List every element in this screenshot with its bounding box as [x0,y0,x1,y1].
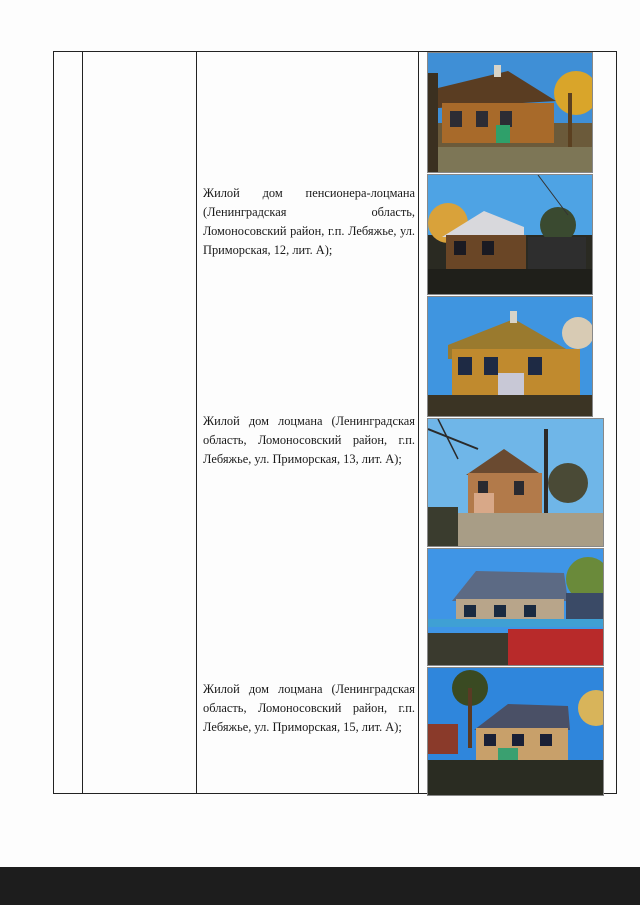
house-photo-2 [427,174,593,295]
column-divider-1 [82,52,83,793]
house-photo-5 [427,548,604,666]
scan-bottom-margin [0,867,640,905]
object-description-3: Жилой дом лоцмана (Ленинградская область, Ломоносовский район, г.п. Лебяжье, ул. Приморская, 15, лит. А); [203,682,415,734]
column-divider-2 [196,52,197,793]
house-photo-4 [427,418,604,547]
house-photo-6 [427,667,604,796]
house-photo-1 [427,52,593,173]
object-description-2: Жилой дом лоцмана (Ленинградская область, Ломоносовский район, г.п. Лебяжье, ул. Приморская, 13, лит. А); [203,414,415,466]
house-photo-3 [427,296,593,417]
column-divider-3 [418,52,419,793]
object-description-1: Жилой дом пенсионера-лоцмана (Ленинградская область, Ломоносовский район, г.п. Лебяжье, ул. Приморская, 12, лит. А); [203,186,415,257]
